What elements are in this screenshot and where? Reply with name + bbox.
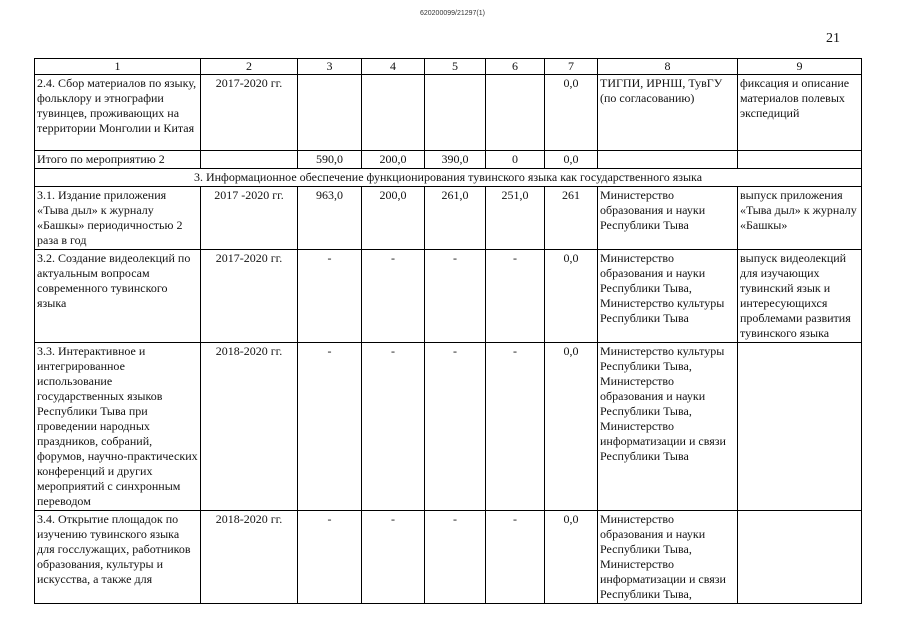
executors: Министерство образования и науки Республики Тыва, Министерство информатизации и связи Республики Тыва,	[598, 511, 738, 604]
col-header-7: 7	[545, 59, 598, 75]
page-number: 21	[826, 31, 840, 46]
value-total	[298, 75, 362, 151]
value-col6: 251,0	[486, 187, 545, 250]
value-col5: -	[425, 511, 486, 604]
value-col7: 0,0	[545, 75, 598, 151]
executors: Министерство культуры Республики Тыва, Министерство образования и науки Республики Тыва, Министерство информатизации и связи Республики Тыва	[598, 343, 738, 511]
value-col4	[362, 75, 425, 151]
value-col5: -	[425, 250, 486, 343]
table-row	[35, 250, 862, 343]
executors: Министерство образования и науки Республики Тыва, Министерство культуры Республики Тыва	[598, 250, 738, 343]
col-header-3: 3	[298, 59, 362, 75]
value-col5: 390,0	[425, 151, 486, 169]
measure-name: 3.3. Интерактивное и интегрированное использование государственных языков Республики Тыва при проведении народных праздников, собраний, форумов, научно-практических конференций и других мероприятий с синхронным переводом	[35, 343, 201, 511]
col-header-4: 4	[362, 59, 425, 75]
value-col4: 200,0	[362, 187, 425, 250]
value-col6: -	[486, 343, 545, 511]
section-title: 3. Информационное обеспечение функционирования тувинского языка как государственного языка	[35, 169, 862, 187]
value-col4: -	[362, 250, 425, 343]
period	[201, 151, 298, 169]
value-col7: 0,0	[545, 151, 598, 169]
measure-name: 3.4. Открытие площадок по изучению тувинского языка для госслужащих, работников образования, культуры и искусства, а также для	[35, 511, 201, 604]
period: 2017-2020 гг.	[201, 250, 298, 343]
table-row	[35, 75, 862, 151]
period: 2017-2020 гг.	[201, 75, 298, 151]
col-header-8: 8	[598, 59, 738, 75]
value-col5: -	[425, 343, 486, 511]
table-row	[35, 343, 862, 511]
value-col7: 0,0	[545, 511, 598, 604]
value-col6: 0	[486, 151, 545, 169]
measure-name: 2.4. Сбор материалов по языку, фольклору и этнографии тувинцев, проживающих на территории Монголии и Китая	[35, 75, 201, 151]
period: 2018-2020 гг.	[201, 343, 298, 511]
section-row	[35, 169, 862, 187]
value-col4: -	[362, 511, 425, 604]
col-header-2: 2	[201, 59, 298, 75]
expected-result: выпуск приложения «Тыва дыл» к журналу «Башкы»	[738, 187, 862, 250]
value-total: -	[298, 343, 362, 511]
expected-result: выпуск видеолекций для изучающих тувинский язык и интересующихся проблемами развития тувинского языка	[738, 250, 862, 343]
expected-result	[738, 343, 862, 511]
table-row	[35, 511, 862, 604]
measure-name: Итого по мероприятию 2	[35, 151, 201, 169]
value-total: 590,0	[298, 151, 362, 169]
executors: Министерство образования и науки Республики Тыва	[598, 187, 738, 250]
table-row	[35, 151, 862, 169]
col-header-9: 9	[738, 59, 862, 75]
col-header-5: 5	[425, 59, 486, 75]
period: 2018-2020 гг.	[201, 511, 298, 604]
measure-name: 3.2. Создание видеолекций по актуальным вопросам современного тувинского языка	[35, 250, 201, 343]
value-col7: 0,0	[545, 343, 598, 511]
value-col7: 0,0	[545, 250, 598, 343]
executors	[598, 151, 738, 169]
program-table	[34, 58, 862, 604]
executors: ТИГПИ, ИРНШ, ТувГУ (по согласованию)	[598, 75, 738, 151]
value-total: -	[298, 511, 362, 604]
table-row	[35, 187, 862, 250]
col-header-1: 1	[35, 59, 201, 75]
expected-result	[738, 511, 862, 604]
value-col4: -	[362, 343, 425, 511]
document-id: 620200099/21297(1)	[419, 10, 485, 17]
value-total: -	[298, 250, 362, 343]
value-col5: 261,0	[425, 187, 486, 250]
col-header-6: 6	[486, 59, 545, 75]
value-col7: 261	[545, 187, 598, 250]
column-number-row	[35, 59, 862, 75]
value-col6	[486, 75, 545, 151]
value-col6: -	[486, 250, 545, 343]
period: 2017 -2020 гг.	[201, 187, 298, 250]
value-col4: 200,0	[362, 151, 425, 169]
value-total: 963,0	[298, 187, 362, 250]
value-col5	[425, 75, 486, 151]
measure-name: 3.1. Издание приложения «Тыва дыл» к журналу «Башкы» периодичностью 2 раза в год	[35, 187, 201, 250]
expected-result	[738, 151, 862, 169]
value-col6: -	[486, 511, 545, 604]
expected-result: фиксация и описание материалов полевых экспедиций	[738, 75, 862, 151]
